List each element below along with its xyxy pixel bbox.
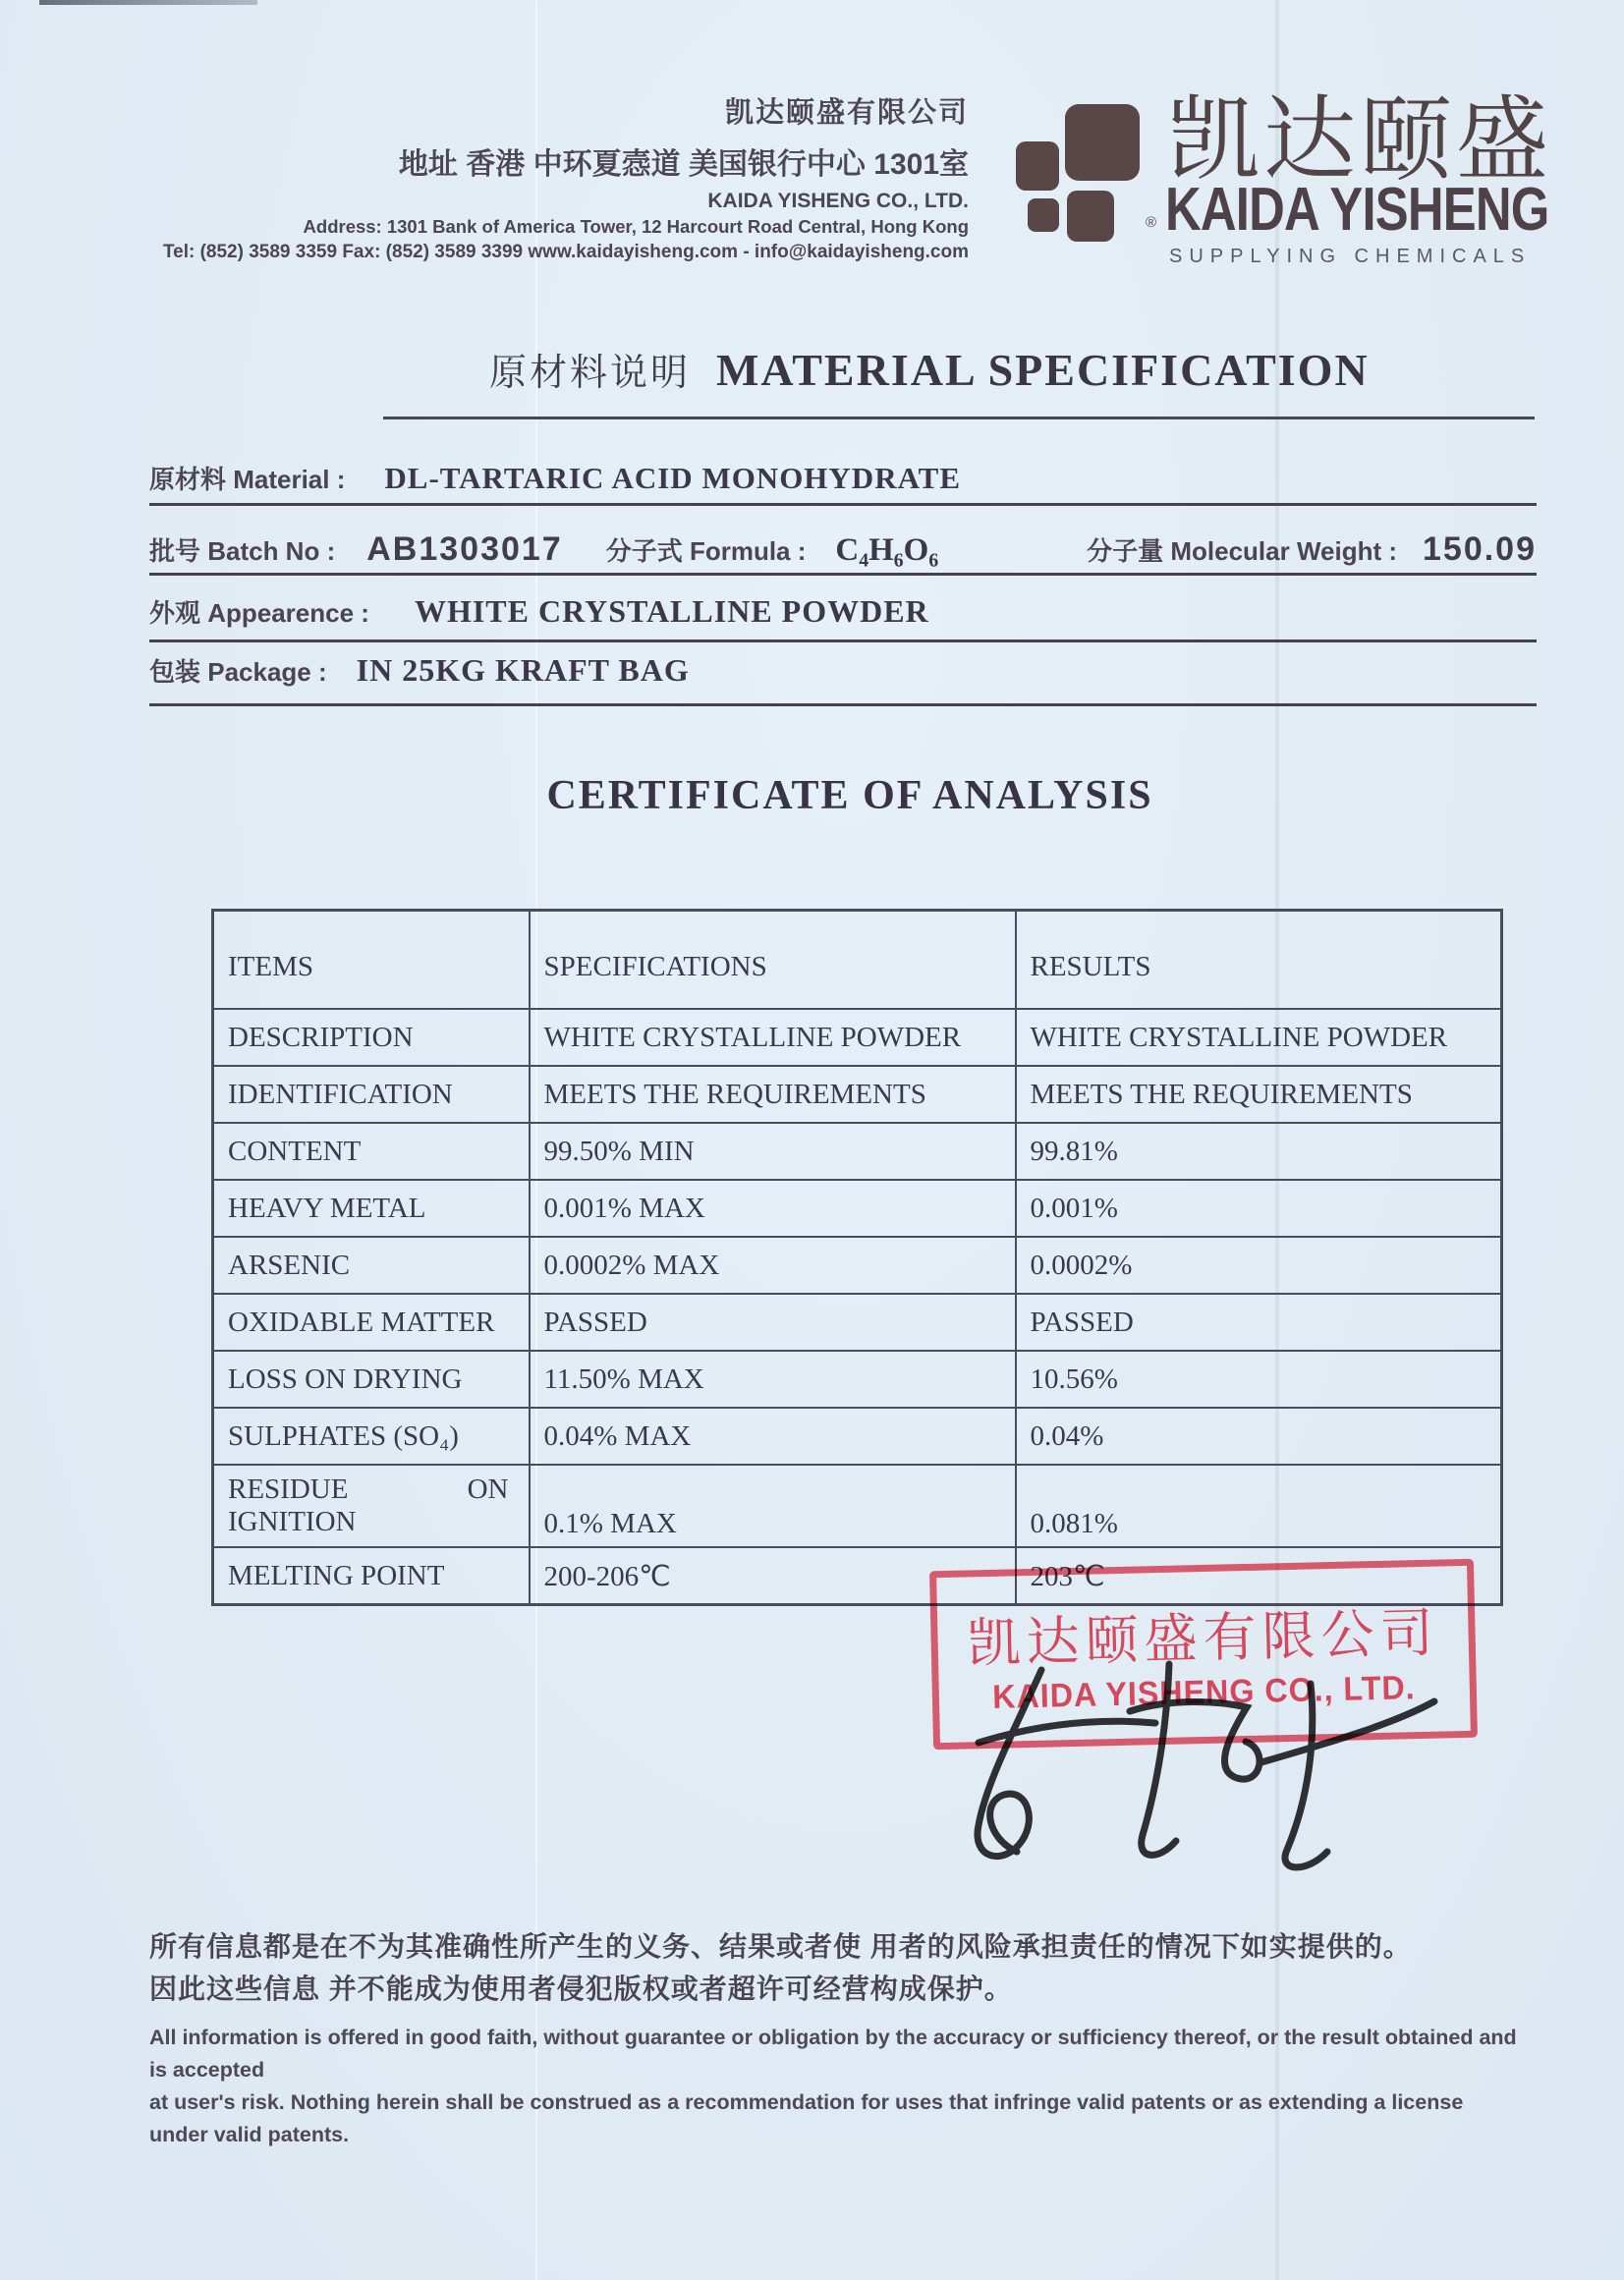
spec-cell: 0.1% MAX bbox=[530, 1465, 1016, 1547]
item-cell: SULPHATES (SO₄) bbox=[213, 1408, 530, 1465]
brand-logo-icon bbox=[1014, 104, 1171, 247]
certificate-title: CERTIFICATE OF ANALYSIS bbox=[546, 773, 1153, 818]
molecular-weight-label: 分子量 Molecular Weight : bbox=[1087, 536, 1397, 566]
batch-label: 批号 Batch No : bbox=[149, 536, 336, 566]
items-header: ITEMS bbox=[213, 911, 530, 1010]
spec-cell: 11.50% MAX bbox=[530, 1351, 1016, 1408]
result-cell: 203℃ bbox=[1016, 1547, 1502, 1605]
disclaimer-en-line2: at user's risk. Nothing herein shall be construed as a recommendation for uses that infringe valid patents or as extending a license under valid patents. bbox=[149, 2090, 1464, 2146]
spec-cell: PASSED bbox=[530, 1294, 1016, 1351]
divider-line bbox=[149, 703, 1537, 706]
stamp-text-cn: 凯达颐盛有限公司 bbox=[967, 1603, 1440, 1674]
package-value: IN 25KG KRAFT BAG bbox=[356, 652, 690, 688]
logo-square-icon bbox=[1016, 141, 1059, 191]
logo-square-icon bbox=[1028, 198, 1059, 232]
brand-name-en: KAIDA YISHENG bbox=[1165, 176, 1549, 244]
disclaimer-cn-line1: 所有信息都是在不为其准确性所产生的义务、结果或者使 用者的风险承担责任的情况下如实提供的。 bbox=[149, 1931, 1412, 1962]
spec-cell: WHITE CRYSTALLINE POWDER bbox=[530, 1009, 1016, 1066]
result-cell: 0.04% bbox=[1016, 1408, 1502, 1465]
spec-cell: 0.0002% MAX bbox=[530, 1237, 1016, 1294]
result-cell: 0.001% bbox=[1016, 1180, 1502, 1237]
result-cell: PASSED bbox=[1016, 1294, 1502, 1351]
company-contact-line: Tel: (852) 3589 3359 Fax: (852) 3589 3399 www.kaidayisheng.com - info@kaidayisheng.com bbox=[162, 242, 969, 262]
package-label: 包装 Package : bbox=[149, 657, 327, 687]
logo-square-icon bbox=[1067, 191, 1114, 242]
logo-square-icon bbox=[1065, 104, 1140, 181]
spec-cell: MEETS THE REQUIREMENTS bbox=[530, 1066, 1016, 1123]
item-cell: ARSENIC bbox=[213, 1237, 530, 1294]
field-batch-formula bbox=[149, 530, 1537, 569]
item-cell: CONTENT bbox=[213, 1123, 530, 1180]
field-appearance bbox=[149, 593, 1537, 630]
document-title-cn: 原材料说明 bbox=[489, 353, 692, 394]
company-name-en: KAIDA YISHENG CO., LTD. bbox=[707, 190, 969, 212]
item-cell: HEAVY METAL bbox=[213, 1180, 530, 1237]
company-address-cn: 地址 香港 中环夏悫道 美国银行中心 1301室 bbox=[398, 148, 969, 181]
divider-line bbox=[383, 417, 1535, 419]
appearance-value: WHITE CRYSTALLINE POWDER bbox=[414, 593, 929, 629]
stamp-text-en: KAIDA YISHENG CO., LTD. bbox=[992, 1669, 1417, 1716]
item-cell: OXIDABLE MATTER bbox=[213, 1294, 530, 1351]
table-row bbox=[213, 1009, 1502, 1066]
item-cell: RESIDUE ON IGNITION bbox=[213, 1465, 530, 1547]
item-cell: MELTING POINT bbox=[213, 1547, 530, 1605]
result-cell: MEETS THE REQUIREMENTS bbox=[1016, 1066, 1502, 1123]
table-row bbox=[213, 1123, 1502, 1180]
coa-table-body bbox=[213, 1009, 1502, 1605]
coa-table bbox=[211, 909, 1503, 1606]
brand-name-cn: 凯达颐盛 bbox=[1167, 89, 1553, 192]
disclaimer-en bbox=[149, 2022, 1527, 2151]
formula-label: 分子式 Formula : bbox=[605, 536, 807, 566]
spec-cell: 0.04% MAX bbox=[530, 1408, 1016, 1465]
material-label: 原材料 Material : bbox=[149, 465, 346, 494]
signature bbox=[922, 1613, 1457, 1898]
spec-cell: 0.001% MAX bbox=[530, 1180, 1016, 1237]
divider-line bbox=[149, 573, 1537, 576]
table-header-row bbox=[213, 911, 1502, 1010]
table-row bbox=[213, 1066, 1502, 1123]
disclaimer-block bbox=[149, 1925, 1527, 2151]
table-row bbox=[213, 1294, 1502, 1351]
table-row bbox=[213, 1465, 1502, 1547]
formula-value: C₄H₆O₆ bbox=[835, 532, 939, 568]
table-row bbox=[213, 1180, 1502, 1237]
document-title-en: MATERIAL SPECIFICATION bbox=[716, 345, 1370, 395]
field-package bbox=[149, 652, 1537, 689]
result-cell: 10.56% bbox=[1016, 1351, 1502, 1408]
company-address-en: Address: 1301 Bank of America Tower, 12 Harcourt Road Central, Hong Kong bbox=[303, 216, 969, 237]
table-row bbox=[213, 1408, 1502, 1465]
batch-value: AB1303017 bbox=[366, 530, 563, 568]
item-cell: DESCRIPTION bbox=[213, 1009, 530, 1066]
item-cell: IDENTIFICATION bbox=[213, 1066, 530, 1123]
brand-tagline: SUPPLYING CHEMICALS bbox=[1169, 246, 1532, 267]
material-value: DL-TARTARIC ACID MONOHYDRATE bbox=[384, 461, 962, 495]
result-cell: 0.081% bbox=[1016, 1465, 1502, 1547]
result-cell: 0.0002% bbox=[1016, 1237, 1502, 1294]
document-title bbox=[489, 342, 1370, 396]
specifications-header: SPECIFICATIONS bbox=[530, 911, 1016, 1010]
divider-line bbox=[149, 503, 1537, 506]
scan-artifact-top bbox=[39, 0, 257, 5]
results-header: RESULTS bbox=[1016, 911, 1502, 1010]
disclaimer-en-line1: All information is offered in good faith, without guarantee or obligation by the accuracy or sufficiency thereof, or the result obtained and is accepted bbox=[149, 2026, 1517, 2082]
molecular-weight-value: 150.09 bbox=[1423, 530, 1537, 568]
appearance-label: 外观 Appearence : bbox=[149, 598, 369, 628]
spec-cell: 200-206℃ bbox=[530, 1547, 1016, 1605]
company-header bbox=[147, 90, 969, 263]
divider-line bbox=[149, 640, 1537, 642]
spec-cell: 99.50% MIN bbox=[530, 1123, 1016, 1180]
item-cell: LOSS ON DRYING bbox=[213, 1351, 530, 1408]
disclaimer-cn-line2: 因此这些信息 并不能成为使用者侵犯版权或者超许可经营构成保护。 bbox=[149, 1974, 1013, 2004]
table-row bbox=[213, 1351, 1502, 1408]
field-material bbox=[149, 460, 1537, 496]
result-cell: 99.81% bbox=[1016, 1123, 1502, 1180]
result-cell: WHITE CRYSTALLINE POWDER bbox=[1016, 1009, 1502, 1066]
registered-trademark-icon: ® bbox=[1146, 214, 1157, 231]
company-name-cn: 凯达颐盛有限公司 bbox=[724, 97, 969, 129]
table-row bbox=[213, 1237, 1502, 1294]
